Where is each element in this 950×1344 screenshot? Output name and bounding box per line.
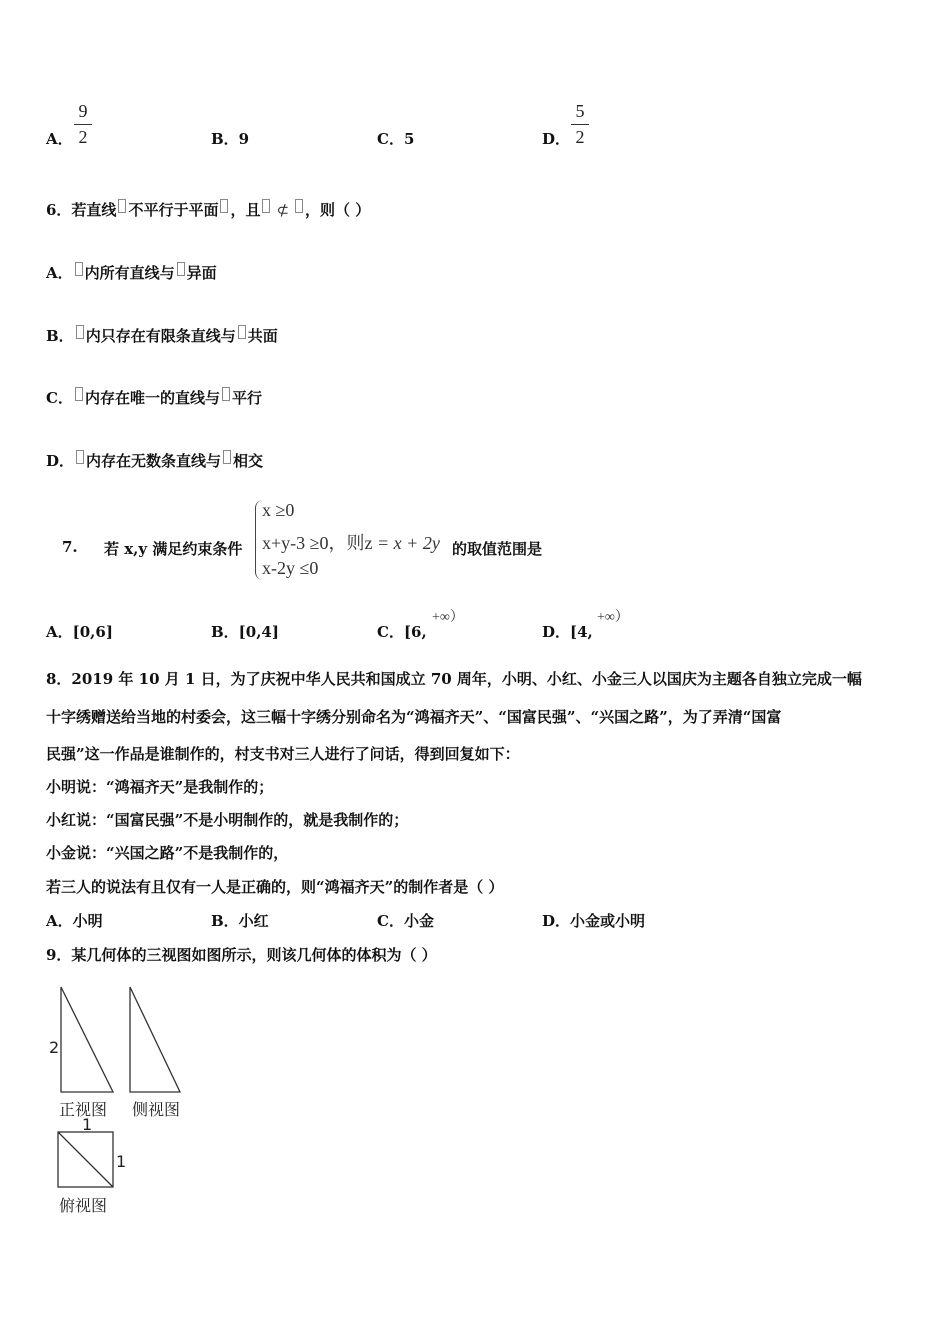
q7-objective: = x + 2y — [377, 533, 440, 553]
q7-constraint-3: x-2y ≤0 — [262, 558, 319, 578]
option-text-end: 平行 — [231, 389, 262, 407]
q7-option-c-infinity: +∞） — [432, 610, 464, 625]
q8-option-c: C．小金 — [377, 912, 434, 930]
option-text: 内存在无数条直线与 — [86, 452, 222, 470]
front-view-height-label: 2 — [49, 1038, 60, 1057]
q8-text-line-2: 十字绣赠送给当地的村委会，这三幅十字绣分别命名为“鸿福齐天”、“国富民强”、“兴国之路”，为了弄清“国富 — [46, 708, 782, 726]
q8-text-line-6: 小金说：“兴国之路”不是我制作的， — [46, 844, 289, 862]
q5-option-c: C．5 — [377, 130, 415, 148]
fraction-numerator: 5 — [575, 101, 585, 121]
top-view-diagonal — [58, 1132, 113, 1187]
q7-option-b: B．[0,4] — [211, 623, 279, 641]
q7-constraint-2 — [262, 529, 440, 555]
front-view-triangle — [61, 987, 113, 1092]
q8-text-line-7: 若三人的说法有且仅有一人是正确的，则“鸿福齐天”的制作者是（ ） — [46, 878, 504, 896]
q8-text-line-3: 民强”这一作品是谁制作的，村支书对三人进行了问话，得到回复如下： — [46, 745, 520, 763]
q7-constraint-2-text: x+y-3 ≥0， — [262, 533, 347, 553]
q5-option-d-fraction — [571, 101, 589, 148]
q7-option-d-infinity: +∞） — [597, 610, 629, 625]
option-label: A． — [46, 264, 73, 282]
q7-option-c: C．[6, — [377, 623, 427, 641]
q7-option-a: A．[0,6] — [46, 623, 113, 641]
option-text: 内存在唯一的直线与 — [84, 389, 220, 407]
q7-number: 7. — [62, 538, 78, 556]
missing-symbol — [76, 325, 84, 339]
q6-stem-part3: ，且 — [230, 201, 261, 219]
q6-option-c — [46, 387, 262, 408]
q6-stem-part4: ，则（ ） — [305, 201, 371, 219]
fraction-denominator: 2 — [575, 127, 585, 147]
missing-symbol — [76, 450, 84, 464]
q7-stem-pre: 若 x,y 满足约束条件 — [104, 540, 243, 558]
missing-symbol — [220, 199, 228, 213]
option-text-end: 共面 — [247, 327, 278, 345]
missing-symbol — [118, 199, 126, 213]
q7-stem-post: 的取值范围是 — [452, 540, 543, 558]
missing-symbol — [75, 262, 83, 276]
missing-symbol — [75, 387, 83, 401]
fraction-numerator: 9 — [78, 101, 88, 121]
missing-symbol — [177, 262, 185, 276]
q8-text-line-5: 小红说：“国富民强”不是小明制作的，就是我制作的； — [46, 811, 409, 829]
q5-option-d-label: D． — [542, 130, 571, 148]
top-view-width-label: 1 — [82, 1115, 93, 1134]
option-text: 内所有直线与 — [84, 264, 175, 282]
q5-option-b: B．9 — [211, 130, 250, 148]
q6-stem-part1: 6．若直线 — [46, 201, 117, 219]
front-view-label: 正视图 — [59, 1100, 108, 1119]
top-view-depth-label: 1 — [116, 1152, 127, 1171]
q6-option-b — [46, 325, 278, 346]
option-text-end: 异面 — [186, 264, 217, 282]
fraction-denominator: 2 — [78, 127, 88, 147]
q9-stem: 9．某几何体的三视图如图所示，则该几何体的体积为（ ） — [46, 946, 437, 964]
q6-option-a — [46, 262, 217, 283]
side-view-triangle — [130, 987, 180, 1092]
q6-stem-part2: 不平行于平面 — [128, 201, 219, 219]
q8-text-line-1: 8．2019 年 10 月 1 日，为了庆祝中华人民共和国成立 70 周年，小明、小红、小金三人以国庆为主题各自独立完成一幅 — [46, 670, 862, 688]
q7-constraint-1: x ≥0 — [262, 500, 295, 520]
option-label: C． — [46, 389, 73, 407]
q6-option-d — [46, 450, 263, 471]
q8-text-line-4: 小明说：“鸿福齐天”是我制作的； — [46, 778, 274, 796]
side-view-label: 侧视图 — [132, 1100, 181, 1119]
option-label: D． — [46, 452, 75, 470]
q5-option-a-label: A． — [46, 130, 73, 148]
q8-option-d: D．小金或小明 — [542, 912, 646, 930]
missing-symbol — [262, 199, 270, 213]
q7-then: 则z — [346, 533, 378, 553]
q8-option-b: B．小红 — [211, 912, 269, 930]
top-view-label: 俯视图 — [59, 1196, 108, 1215]
not-subset-symbol: ⊄ — [276, 203, 290, 219]
option-text: 内只存在有限条直线与 — [85, 327, 236, 345]
q7-option-d: D．[4, — [542, 623, 593, 641]
option-label: B． — [46, 327, 74, 345]
q6-stem — [46, 199, 370, 220]
option-text-end: 相交 — [233, 452, 264, 470]
q5-option-a-fraction — [74, 101, 92, 148]
missing-symbol — [222, 387, 230, 401]
missing-symbol — [238, 325, 246, 339]
q8-option-a: A．小明 — [46, 912, 103, 930]
missing-symbol — [295, 199, 303, 213]
missing-symbol — [223, 450, 231, 464]
